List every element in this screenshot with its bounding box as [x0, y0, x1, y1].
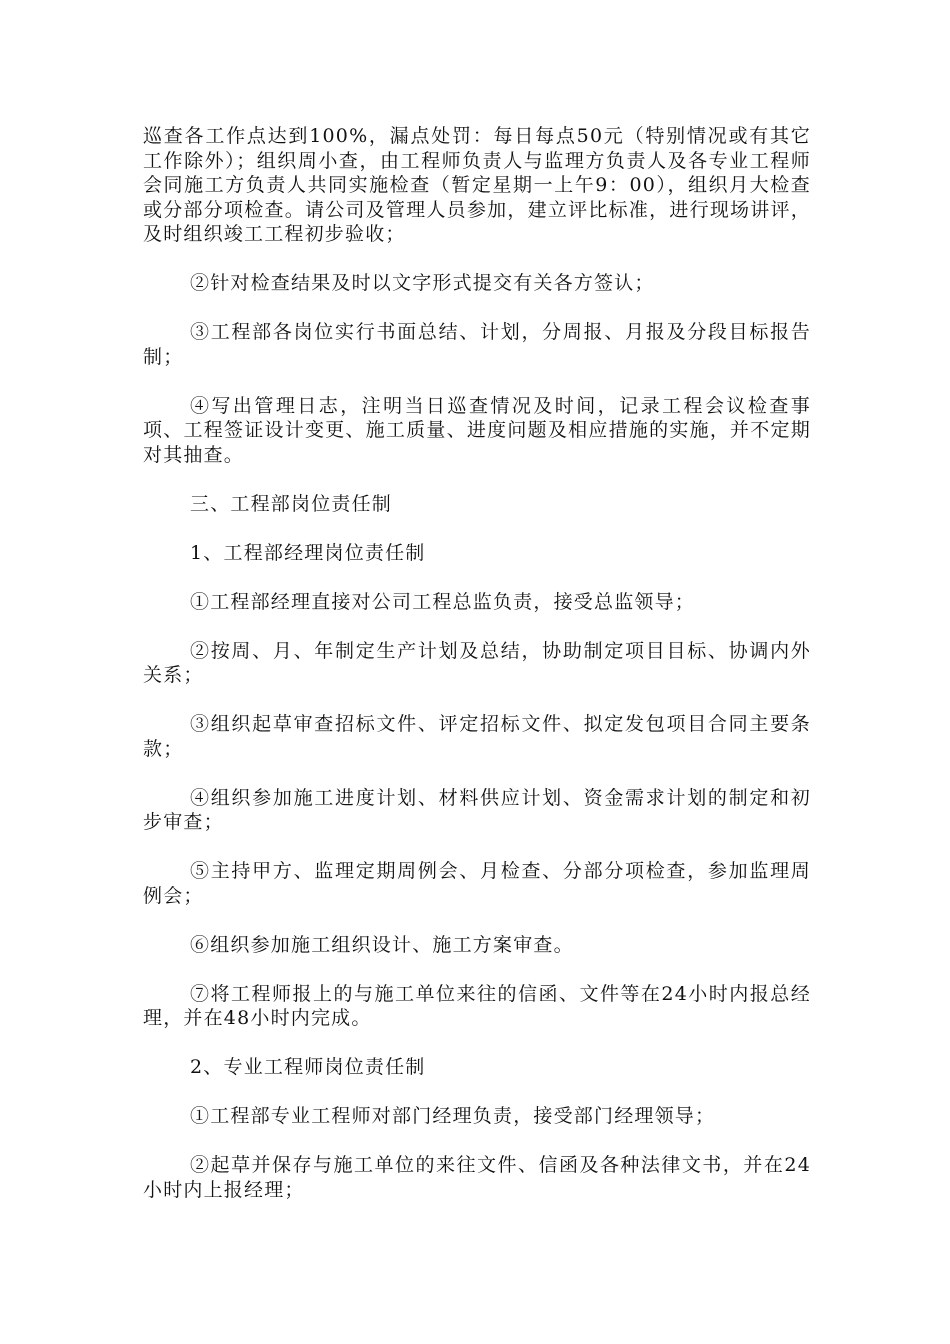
- paragraph-manager-item-7: ⑦将工程师报上的与施工单位来往的信函、文件等在24小时内报总经理，并在48小时内完成。: [143, 982, 811, 1029]
- subsection-heading-2: 2、专业工程师岗位责任制: [190, 1056, 426, 1078]
- subsection-heading-1: 1、工程部经理岗位责任制: [190, 541, 426, 564]
- paragraph-manager-item-1: ①工程部经理直接对公司工程总监负责，接受总监领导；: [190, 590, 696, 613]
- paragraph-manager-item-2: ②按周、月、年制定生产计划及总结，协助制定项目目标、协调内外关系；: [143, 639, 811, 686]
- paragraph-item-3-reports: ③工程部各岗位实行书面总结、计划，分周报、月报及分段目标报告制；: [143, 321, 811, 368]
- paragraph-inspection-continued: 巡查各工作点达到100%，漏点处罚：每日每点50元（特别情况或有其它工作除外）；组织周小查，由工程师负责人与监理方负责人及各专业工程师会同施工方负责人共同实施检查（暂定星期一上午9：00），组织月大检查或分部分项检查。请公司及管理人员参加，建立评比标准，进行现场讲评，及时组织竣工工程初步验收；: [143, 125, 811, 245]
- paragraph-manager-item-6: ⑥组织参加施工组织设计、施工方案审查。: [190, 933, 574, 956]
- document-body: [143, 124, 811, 1227]
- section-heading-3: 三、工程部岗位责任制: [190, 492, 393, 515]
- paragraph-manager-item-5: ⑤主持甲方、监理定期周例会、月检查、分部分项检查，参加监理周例会；: [143, 860, 811, 907]
- paragraph-item-4-log: ④写出管理日志，注明当日巡查情况及时间，记录工程会议检查事项、工程签证设计变更、施工质量、进度问题及相应措施的实施，并不定期对其抽查。: [143, 394, 811, 466]
- paragraph-manager-item-3: ③组织起草审查招标文件、评定招标文件、拟定发包项目合同主要条款；: [143, 713, 811, 760]
- paragraph-manager-item-4: ④组织参加施工进度计划、材料供应计划、资金需求计划的制定和初步审查；: [143, 786, 811, 833]
- paragraph-engineer-item-2: ②起草并保存与施工单位的来往文件、信函及各种法律文书，并在24小时内上报经理；: [143, 1154, 811, 1201]
- paragraph-engineer-item-1: ①工程部专业工程师对部门经理负责，接受部门经理领导；: [190, 1105, 716, 1127]
- paragraph-item-2-sign-off: ②针对检查结果及时以文字形式提交有关各方签认；: [190, 272, 655, 294]
